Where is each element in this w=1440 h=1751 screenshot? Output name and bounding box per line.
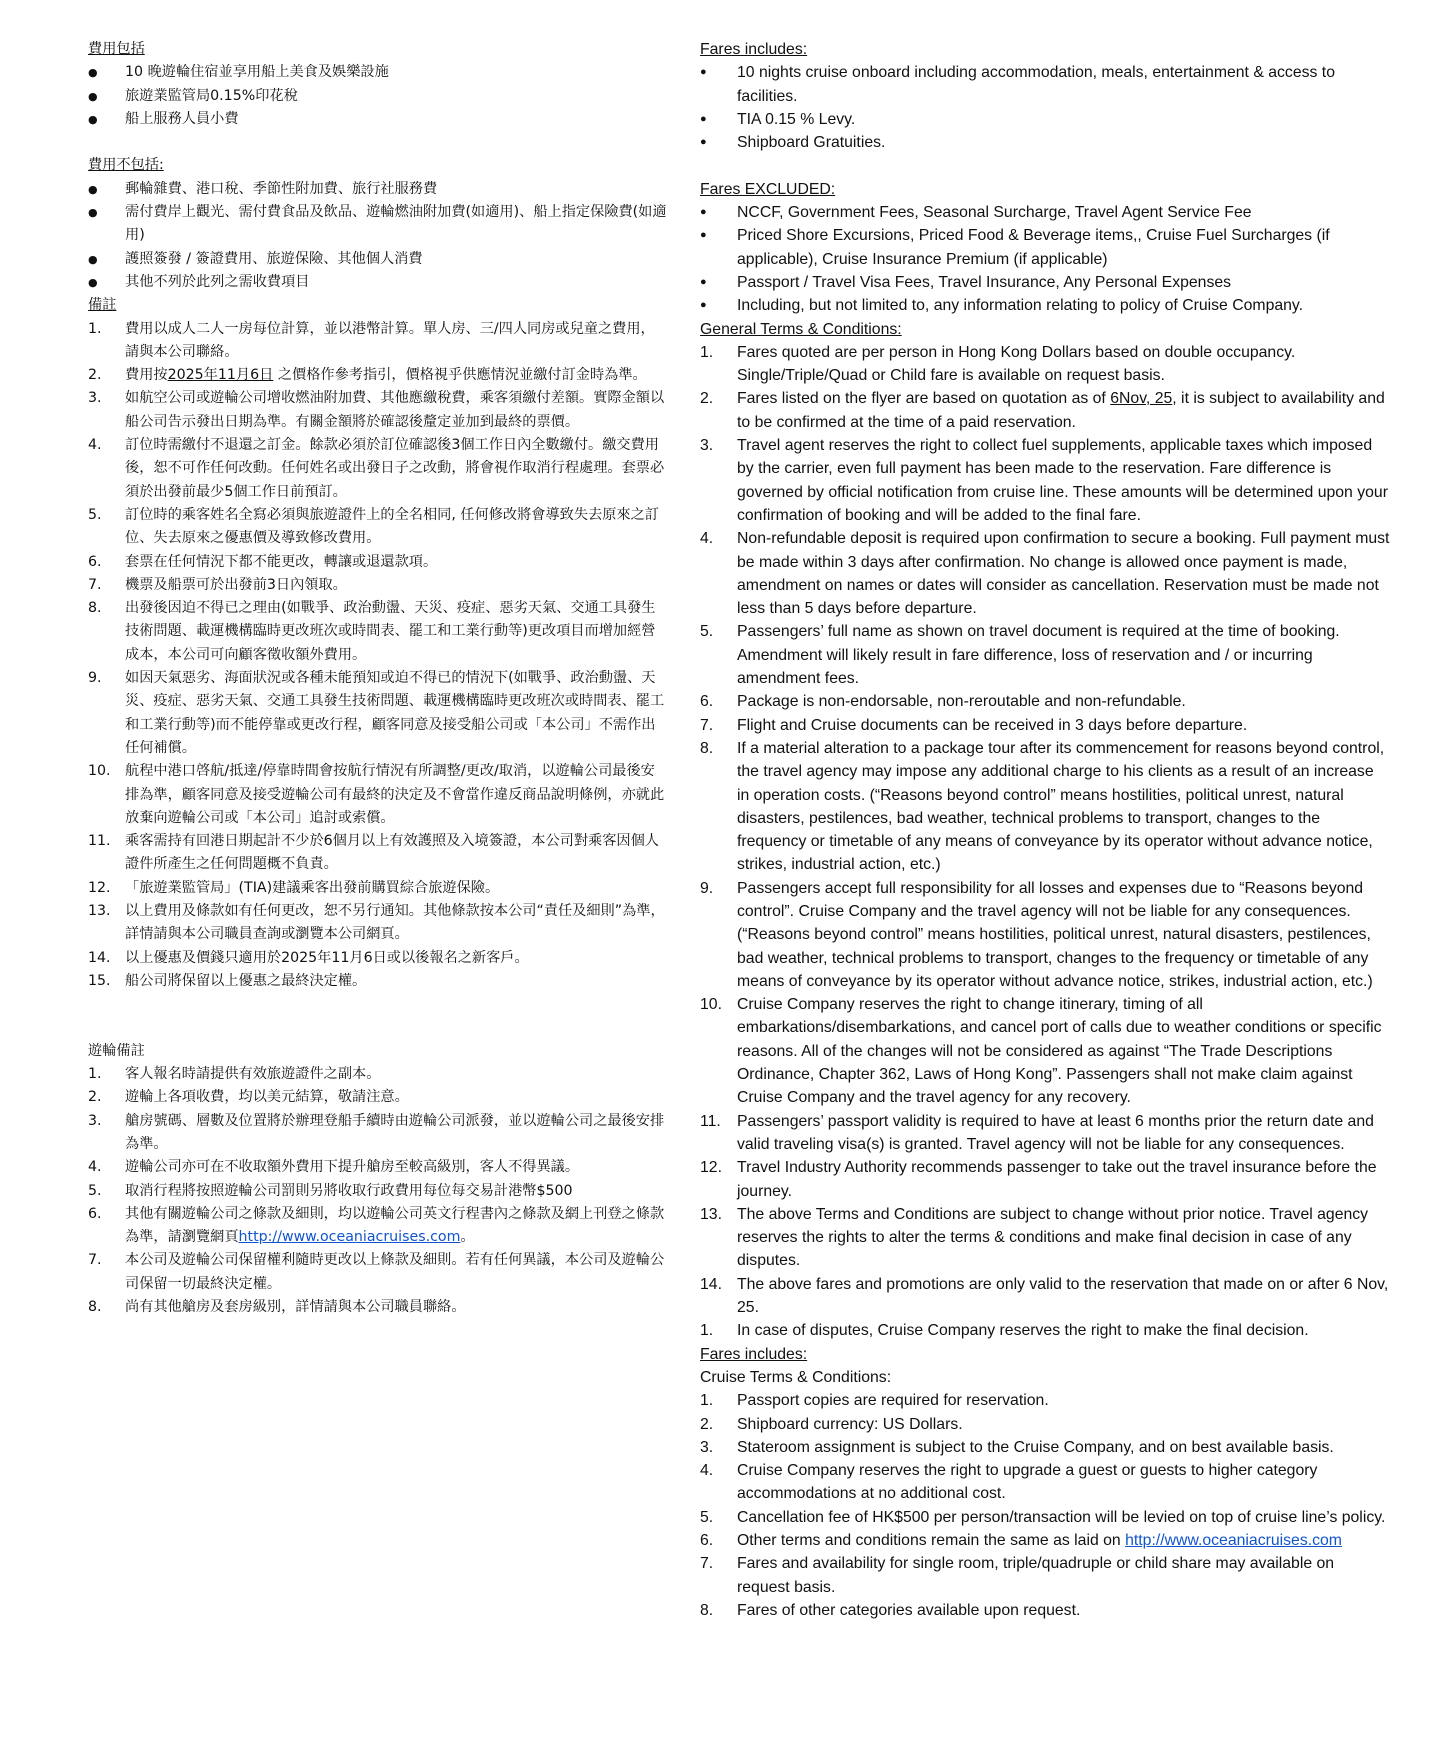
list-item: ● Shipboard Gratuities. (700, 131, 1390, 154)
bullet-icon: ● (700, 275, 707, 288)
general-terms-list (700, 341, 1390, 1343)
list-item: 9. 如因天氣惡劣、海面狀況或各種未能預知或迫不得已的情況下(如戰爭、政治動盪、天災、疫症、惡劣天氣、交通工具發生技術問題、載運機構臨時更改班次或時間表、罷工和工業行動等)而不能停靠或更改行程，顧客同意及接受船公司或「本公司」不需作出任何補償。 (88, 670, 665, 756)
general-terms-heading: General Terms & Conditions: (700, 320, 902, 338)
remarks-list (88, 318, 668, 994)
bullet-icon: ● (88, 112, 98, 126)
list-item: ● Passport / Travel Visa Fees, Travel Insurance, Any Personal Expenses (700, 271, 1390, 294)
list-item: 9. Passengers accept full responsibility for all losses and expenses due to “Reasons beyond control”. Cruise Company and the travel agency will not be liable for any consequences. (“Reasons beyond control” means hostilities, political unrest, natural disasters, pestilences, bad weather, technical problems to transport, changes to the frequency or timetable of any means of conveyance by its operator without advance notice, strikes, industrial action, etc.) (700, 879, 1373, 990)
reference-date: 6Nov, 25 (1110, 390, 1173, 408)
list-item: 3. Stateroom assignment is subject to the Cruise Company, and on best available basis. (700, 1438, 1334, 1456)
reference-date: 2025年11月6日 (167, 367, 274, 384)
list-item: 13. The above Terms and Conditions are subject to change without prior notice. Travel agency reserves the rights to alter the terms & conditions and make final decision in case of any disputes. (700, 1205, 1369, 1270)
list-item: 10. 航程中港口啓航/抵達/停靠時間會按航行情況有所調整/更改/取消，以遊輪公司最後安排為準，顧客同意及接受遊輪公司有最終的決定及不會當作違反商品說明條例，亦就此放棄向遊輪公司或「本公司」追討或索償。 (88, 763, 665, 826)
list-item: ● 郵輪雜費、港口稅、季節性附加費、旅行社服務費 (88, 178, 668, 201)
list-item: 1. Fares quoted are per person in Hong Kong Dollars based on double occupancy. Single/Triple/Quad or Child fare is available on request basis. (700, 343, 1296, 385)
list-item: 3. Travel agent reserves the right to collect fuel supplements, applicable taxes which imposed by the carrier, even full payment has been made to the reservation. Fare difference is governed by official notification from cruise line. These amounts will be determined upon your confirmation of booking and will be added to the final fare. (700, 437, 1388, 524)
list-item: ● 旅遊業監管局0.15%印花稅 (88, 85, 668, 108)
bullet-icon: ● (88, 206, 98, 220)
cruise-terms-list (700, 1389, 1390, 1622)
list-item: ● Priced Shore Excursions, Priced Food & Beverage items,, Cruise Fuel Surcharges (if applicable), Cruise Insurance Premium (if applicable) (700, 224, 1390, 271)
list-item: 3. 艙房號碼、層數及位置將於辦理登船手續時由遊輪公司派發，並以遊輪公司之最後安排為準。 (88, 1112, 665, 1152)
list-item: 5. 取消行程將按照遊輪公司罰則另將收取行政費用每位每交易計港幣$500 (88, 1182, 573, 1199)
list-item: ● 需付費岸上觀光、需付費食品及飲品、遊輪燃油附加費(如適用)、船上指定保險費(如適用) (88, 201, 668, 248)
bullet-icon: ● (88, 89, 98, 103)
bullet-icon: ● (88, 252, 98, 266)
bullet-icon: ● (700, 66, 707, 79)
list-item: 1. 客人報名時請提供有效旅遊證件之副本。 (88, 1066, 381, 1083)
fees-excluded-list (88, 178, 668, 294)
cruise-remarks-heading: 遊輪備註 (88, 1042, 145, 1059)
list-item: ● 其他不列於此列之需收費項目 (88, 271, 668, 294)
fees-excluded-heading: 費用不包括: (88, 157, 164, 174)
fares-excluded-heading: Fares EXCLUDED: (700, 180, 836, 198)
list-item: 15. 船公司將保留以上優惠之最終決定權。 (88, 972, 367, 989)
list-item: 8. 出發後因迫不得已之理由(如戰爭、政治動盪、天災、疫症、惡劣天氣、交通工具發生技術問題、載運機構臨時更改班次或時間表、罷工和工業行動等)更改項目而增加經營成本，本公司可向顧客徵收額外費用。 (88, 600, 656, 663)
list-item: ● 護照簽發 / 簽證費用、旅遊保險、其他個人消費 (88, 248, 668, 271)
list-item: ● 10 nights cruise onboard including accommodation, meals, entertainment & access to facilities. (700, 61, 1390, 108)
list-item: ● NCCF, Government Fees, Seasonal Surcharge, Travel Agent Service Fee (700, 201, 1390, 224)
list-item: 6. Other terms and conditions remain the same as laid on http://www.oceaniacruises.com (700, 1532, 1342, 1549)
fares-includes-list (700, 61, 1390, 154)
bullet-icon: ● (700, 206, 707, 219)
list-item: 4. Non-refundable deposit is required upon confirmation to secure a booking. Full payment must be made within 3 days after confirmation. No change is allowed once payment is made, amendment on names or dates will consider as cancellation. Reservation must be made not less than 5 days before departure. (700, 530, 1390, 618)
fares-excluded-list (700, 201, 1390, 317)
list-item: ● 船上服務人員小費 (88, 108, 668, 131)
bullet-icon: ● (700, 299, 707, 312)
cruise-remarks-list (88, 1063, 668, 1319)
list-item: 5. Cancellation fee of HK$500 per person/transaction will be levied on top of cruise line’s policy. (700, 1508, 1386, 1526)
list-item: 11. 乘客需持有回港日期起計不少於6個月以上有效護照及入境簽證，本公司對乘客因個人證件所產生之任何問題概不負責。 (88, 833, 659, 873)
bullet-icon: ● (700, 136, 707, 149)
list-item: 6. 套票在任何情況下都不能更改，轉讓或退還款項。 (88, 553, 438, 570)
remarks-heading: 備註 (88, 297, 117, 314)
list-item: 4. Cruise Company reserves the right to upgrade a guest or guests to higher category accommodations at no additional cost. (700, 1462, 1318, 1503)
bullet-icon: ● (88, 182, 98, 196)
list-item: 2. Shipboard currency: US Dollars. (700, 1415, 963, 1433)
bullet-icon: ● (700, 112, 707, 125)
list-item: ● TIA 0.15 % Levy. (700, 108, 1390, 131)
fees-included-list (88, 61, 668, 131)
list-item: 14. 以上優惠及價錢只適用於2025年11月6日或以後報名之新客戶。 (88, 949, 529, 966)
list-item: 12. 「旅遊業監管局」(TIA)建議乘客出發前購買綜合旅遊保險。 (88, 879, 500, 896)
list-item: 1. 費用以成人二人一房每位計算，並以港幣計算。單人房、三/四人同房或兒童之費用，請與本公司聯絡。 (88, 320, 655, 360)
fares-includes-heading: Fares includes: (700, 41, 808, 58)
list-item: 6. Package is non-endorsable, non-reroutable and non-refundable. (700, 693, 1186, 711)
list-item: 8. 尚有其他艙房及套房級別，詳情請與本公司職員聯絡。 (88, 1299, 466, 1316)
list-item: 12. Travel Industry Authority recommends passenger to take out the travel insurance before the journey. (700, 1159, 1377, 1200)
list-item: ● 10 晚遊輪住宿並享用船上美食及娛樂設施 (88, 61, 668, 84)
list-item: 8. If a material alteration to a package tour after its commencement for reasons beyond control, the travel agency may impose any additional charge to his clients as a result of an increase in operation costs. (“Reasons beyond control” means hostilities, political unrest, natural disasters, pestilences, bad weather, technical problems to transport, changes to the frequency or timetable of any means of conveyance by its operator without advance notice, strikes, industrial action, etc.) (700, 739, 1385, 874)
oceania-website-link[interactable]: http://www.oceaniacruises.com (1125, 1532, 1342, 1549)
list-item: 5. Passengers’ full name as shown on travel document is required at the time of booking. Amendment will likely result in fare difference, loss of reservation and / or incurring amendment fees. (700, 623, 1340, 688)
bullet-icon: ● (700, 229, 707, 242)
list-item: 5. 訂位時的乘客姓名全寫必須與旅遊證件上的全名相同, 任何修改將會導致失去原來之訂位、失去原來之優惠價及導致修改費用。 (88, 506, 659, 547)
chinese-terms-column (88, 38, 668, 1319)
list-item: 2. 費用按2025年11月6日 之價格作參考指引，價格視乎供應情況並繳付訂金時為準。 (88, 367, 647, 384)
list-item: 13. 以上費用及條款如有任何更改，恕不另行通知。其他條款按本公司“責任及細則”為準，詳情請與本公司職員查詢或瀏覽本公司網頁。 (88, 902, 665, 943)
english-terms-column (700, 38, 1390, 1622)
oceania-website-link[interactable]: http://www.oceaniacruises.com (238, 1229, 461, 1246)
list-item: 1. In case of disputes, Cruise Company reserves the right to make the final decision. (700, 1322, 1309, 1340)
list-item: 4. 遊輪公司亦可在不收取額外費用下提升艙房至較高級別，客人不得異議。 (88, 1159, 580, 1176)
list-item: 7. 本公司及遊輪公司保留權利隨時更改以上條款及細則。若有任何異議，本公司及遊輪公司保留一切最終決定權。 (88, 1252, 665, 1292)
list-item: 10. Cruise Company reserves the right to change itinerary, timing of all embarkations/disembarkations, and cancel port of calls due to weather conditions or specific reasons. All of the changes will not be considered as against “The Trade Descriptions Ordinance, Chapter 362, Laws of Hong Kong”. Passengers shall not make claim against Cruise Company and the travel agency for any recovery. (700, 996, 1382, 1107)
list-item: 7. Fares and availability for single room, triple/quadruple or child share may available on request basis. (700, 1555, 1335, 1596)
bullet-icon: ● (88, 66, 98, 80)
list-item: 11. Passengers’ passport validity is required to have at least 6 months prior the return date and valid traveling visa(s) is granted. Travel agency will not be liable for any consequences. (700, 1112, 1374, 1153)
list-item: 7. 機票及船票可於出發前3日內領取。 (88, 576, 347, 593)
list-item: 3. 如航空公司或遊輪公司增收燃油附加費、其他應繳稅費，乘客須繳付差額。實際金額以船公司告示發出日期為準。有關金額將於確認後釐定並加到最終的票價。 (88, 390, 665, 430)
fares-includes-heading-2: Fares includes: (700, 1345, 808, 1363)
list-item: 2. 遊輪上各項收費，均以美元結算，敬請注意。 (88, 1089, 409, 1106)
list-item: 1. Passport copies are required for reservation. (700, 1392, 1049, 1410)
cruise-terms-heading: Cruise Terms & Conditions: (700, 1368, 892, 1386)
bullet-icon: ● (88, 275, 98, 289)
fees-included-heading: 費用包括 (88, 41, 145, 57)
list-item: 8. Fares of other categories available upon request. (700, 1601, 1081, 1619)
list-item: 6. 其他有關遊輪公司之條款及細則，均以遊輪公司英文行程書內之條款及網上刊登之條款為準，請瀏覽網頁http://www.oceaniacruises.com。 (88, 1205, 665, 1246)
list-item: 7. Flight and Cruise documents can be received in 3 days before departure. (700, 716, 1248, 734)
list-item: 4. 訂位時需繳付不退還之訂金。餘款必須於訂位確認後3個工作日內全數繳付。繳交費用後，恕不可作任何改動。任何姓名或出發日子之改動，將會視作取消行程處理。套票必須於出發前最少5個工作日前預訂。 (88, 437, 665, 500)
list-item: 14. The above fares and promotions are only valid to the reservation that made on or after 6 Nov, 25. (700, 1275, 1389, 1317)
list-item: 2. Fares listed on the flyer are based on quotation as of 6Nov, 25, it is subject to availability and to be confirmed at the time of a paid reservation. (700, 390, 1385, 431)
list-item: ● Including, but not limited to, any information relating to policy of Cruise Company. (700, 294, 1390, 317)
